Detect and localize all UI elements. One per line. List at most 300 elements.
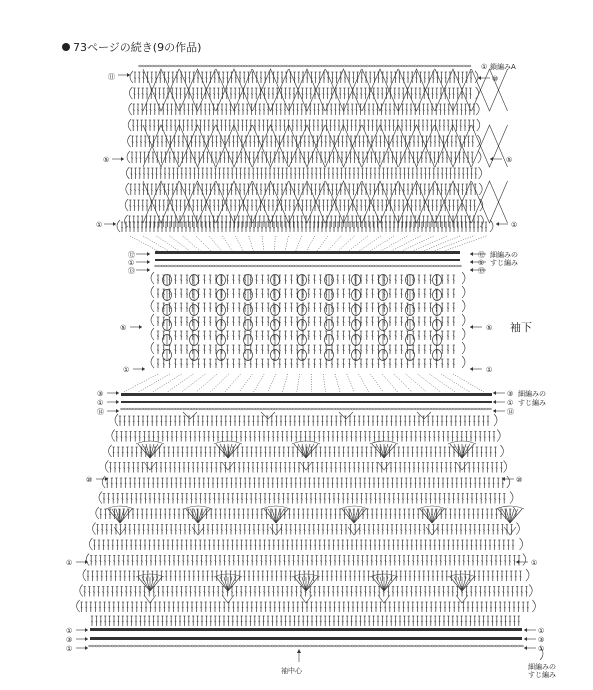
chain-mark — [171, 265, 174, 267]
chain-mark — [449, 65, 452, 67]
transition-line — [297, 374, 300, 392]
chain-mark — [175, 408, 178, 410]
chain-mark — [169, 408, 172, 410]
turning-chain — [126, 167, 129, 179]
transition-line — [167, 374, 193, 392]
chain-mark — [271, 408, 274, 410]
transition-line — [225, 374, 241, 392]
chain-mark — [155, 65, 158, 67]
chain-mark — [351, 408, 354, 410]
chain-mark — [158, 65, 161, 67]
chain-mark — [489, 408, 492, 410]
chain-mark — [286, 265, 289, 267]
transition-line — [370, 236, 394, 251]
chain-mark — [254, 265, 257, 267]
chain-mark — [196, 265, 199, 267]
turning-chain — [462, 272, 465, 284]
chain-mark — [172, 408, 175, 410]
transition-line — [382, 374, 397, 392]
chain-mark — [222, 65, 225, 67]
transition-line — [275, 236, 276, 251]
chain-mark — [267, 65, 270, 67]
chain-mark — [443, 265, 446, 267]
chain-mark — [469, 408, 472, 410]
chain-mark — [364, 408, 367, 410]
chain-mark — [302, 265, 305, 267]
chain-mark — [146, 408, 149, 410]
chain-mark — [431, 408, 434, 410]
chain-mark — [308, 265, 311, 267]
chain-mark — [187, 65, 190, 67]
chain-mark — [373, 408, 376, 410]
chain-mark — [366, 65, 369, 67]
transition-line — [418, 374, 441, 392]
chain-mark — [439, 65, 442, 67]
transition-line — [239, 374, 252, 392]
transition-line — [391, 236, 420, 251]
turning-chain — [117, 220, 120, 232]
chain-mark — [261, 408, 264, 410]
chain-mark — [311, 265, 314, 267]
chain-mark — [289, 65, 292, 67]
chain-mark — [369, 265, 372, 267]
chain-mark — [415, 408, 418, 410]
turning-chain — [462, 286, 465, 298]
chain-mark — [299, 65, 302, 67]
chain-mark — [209, 65, 212, 67]
transition-line — [359, 374, 369, 392]
transition-line — [196, 236, 211, 251]
chain-mark — [231, 265, 234, 267]
chain-mark — [382, 65, 385, 67]
chain-mark — [274, 408, 277, 410]
chain-mark — [180, 265, 183, 267]
chain-mark — [343, 265, 346, 267]
chain-mark — [457, 408, 460, 410]
transition-line — [429, 374, 455, 392]
chain-mark — [427, 265, 430, 267]
chain-mark — [228, 265, 231, 267]
transition-line — [196, 374, 217, 392]
chain-mark — [411, 65, 414, 67]
chain-mark — [124, 408, 127, 410]
chain-mark — [463, 408, 466, 410]
chain-mark — [423, 65, 426, 67]
chain-mark — [319, 408, 322, 410]
chain-mark — [453, 408, 456, 410]
turning-chain — [151, 342, 154, 354]
chain-mark — [252, 408, 255, 410]
chain-mark — [446, 65, 449, 67]
chain-mark — [466, 408, 469, 410]
chain-mark — [308, 65, 311, 67]
chain-mark — [209, 265, 212, 267]
chain-mark — [389, 408, 392, 410]
chain-mark — [283, 265, 286, 267]
chain-mark — [235, 265, 238, 267]
chain-mark — [417, 65, 420, 67]
chain-mark — [340, 65, 343, 67]
chain-mark — [331, 65, 334, 67]
chain-mark — [203, 65, 206, 67]
chain-mark — [258, 408, 261, 410]
chain-mark — [284, 408, 287, 410]
chain-mark — [229, 408, 232, 410]
chain-mark — [434, 408, 437, 410]
chain-mark — [188, 408, 191, 410]
transition-line — [222, 236, 232, 251]
chain-mark — [297, 408, 300, 410]
chain-mark — [375, 65, 378, 67]
chain-mark — [372, 265, 375, 267]
chain-mark — [316, 408, 319, 410]
chain-mark — [439, 265, 442, 267]
turning-chain — [462, 328, 465, 340]
chain-mark — [177, 265, 180, 267]
transition-line — [359, 236, 380, 251]
turning-chain — [477, 119, 480, 131]
chain-mark — [127, 408, 130, 410]
rule-band — [121, 393, 492, 396]
chain-mark — [367, 408, 370, 410]
chain-mark — [327, 65, 330, 67]
turning-chain — [462, 314, 465, 326]
transition-line — [453, 374, 484, 392]
transition-line — [402, 236, 434, 251]
chain-mark — [149, 408, 152, 410]
chain-mark — [171, 65, 174, 67]
turning-chain — [462, 300, 465, 312]
chain-mark — [287, 408, 290, 410]
transition-line — [296, 236, 302, 251]
chain-mark — [235, 65, 238, 67]
chain-mark — [181, 408, 184, 410]
chain-mark — [383, 408, 386, 410]
chain-mark — [290, 408, 293, 410]
chain-mark — [449, 265, 452, 267]
chain-mark — [459, 265, 462, 267]
chain-mark — [244, 265, 247, 267]
chain-mark — [437, 408, 440, 410]
chain-mark — [380, 408, 383, 410]
chain-mark — [353, 65, 356, 67]
chain-mark — [385, 65, 388, 67]
chain-mark — [350, 65, 353, 67]
chain-mark — [161, 65, 164, 67]
chain-mark — [165, 408, 168, 410]
turning-chain — [130, 71, 133, 83]
chain-mark — [350, 265, 353, 267]
turning-chain — [151, 328, 154, 340]
turning-chain — [151, 272, 154, 284]
chain-mark — [313, 408, 316, 410]
chain-mark — [180, 65, 183, 67]
stitch-row — [116, 432, 496, 442]
chain-mark — [193, 65, 196, 67]
chain-mark — [446, 265, 449, 267]
chain-mark — [164, 265, 167, 267]
chain-mark — [239, 408, 242, 410]
chain-mark — [299, 265, 302, 267]
chain-mark — [388, 65, 391, 67]
chain-mark — [260, 65, 263, 67]
chain-mark — [465, 65, 468, 67]
turning-chain — [462, 356, 465, 368]
chain-mark — [377, 408, 380, 410]
chain-mark — [402, 408, 405, 410]
chain-mark — [382, 265, 385, 267]
chain-mark — [324, 265, 327, 267]
chain-mark — [197, 408, 200, 410]
transition-line — [434, 236, 474, 251]
stitch-row — [133, 88, 471, 99]
chain-mark — [193, 265, 196, 267]
stitch-row — [133, 104, 476, 115]
chain-mark — [153, 408, 156, 410]
chain-mark — [338, 408, 341, 410]
chain-mark — [359, 65, 362, 67]
rule-band — [121, 401, 492, 403]
chain-mark — [206, 265, 209, 267]
chain-mark — [347, 265, 350, 267]
chain-mark — [254, 65, 257, 67]
chain-mark — [421, 408, 424, 410]
chain-mark — [162, 408, 165, 410]
chain-mark — [401, 65, 404, 67]
chain-mark — [212, 65, 215, 67]
chain-mark — [353, 265, 356, 267]
chain-mark — [199, 265, 202, 267]
chain-mark — [196, 65, 199, 67]
chain-mark — [238, 265, 241, 267]
chain-mark — [279, 65, 282, 67]
transition-line — [323, 374, 325, 392]
chain-mark — [404, 65, 407, 67]
transition-line — [143, 236, 168, 251]
turning-chain — [128, 119, 131, 131]
chain-mark — [223, 408, 226, 410]
turning-chain — [151, 356, 154, 368]
transition-line — [170, 236, 190, 251]
chain-mark — [203, 265, 206, 267]
chain-mark — [450, 408, 453, 410]
chain-mark — [357, 408, 360, 410]
chain-mark — [430, 65, 433, 67]
chain-mark — [283, 65, 286, 67]
transition-line — [236, 236, 243, 251]
chain-mark — [356, 65, 359, 67]
chain-mark — [305, 265, 308, 267]
chain-mark — [293, 408, 296, 410]
chain-mark — [425, 408, 428, 410]
turning-chain — [127, 151, 130, 163]
chain-mark — [334, 265, 337, 267]
chain-mark — [204, 408, 207, 410]
turning-chain — [478, 151, 481, 163]
chain-mark — [473, 408, 476, 410]
chain-mark — [414, 65, 417, 67]
stitch-row — [128, 216, 479, 227]
chain-mark — [318, 265, 321, 267]
chain-mark — [217, 408, 220, 410]
chain-mark — [238, 65, 241, 67]
turning-chain — [151, 286, 154, 298]
chain-mark — [361, 408, 364, 410]
chain-mark — [289, 265, 292, 267]
transition-line — [282, 374, 287, 392]
chain-mark — [356, 265, 359, 267]
figure-heading-text: 73ページの続き(9の作品) — [73, 41, 202, 54]
chain-mark — [260, 265, 263, 267]
chain-mark — [228, 65, 231, 67]
transition-line — [262, 236, 264, 251]
chain-mark — [295, 65, 298, 67]
chain-mark — [194, 408, 197, 410]
chain-mark — [386, 408, 389, 410]
turning-chain — [462, 342, 465, 354]
chain-mark — [485, 408, 488, 410]
chain-mark — [174, 265, 177, 267]
chain-mark — [270, 65, 273, 67]
chain-mark — [244, 65, 247, 67]
chain-mark — [369, 65, 372, 67]
chain-mark — [417, 265, 420, 267]
chain-row — [121, 408, 492, 410]
chain-mark — [273, 265, 276, 267]
transition-line — [210, 374, 228, 392]
chain-mark — [302, 65, 305, 67]
chain-mark — [436, 65, 439, 67]
chain-mark — [388, 265, 391, 267]
chain-mark — [263, 65, 266, 67]
transition-line — [394, 374, 412, 392]
chain-mark — [178, 408, 181, 410]
chain-mark — [270, 265, 273, 267]
chain-mark — [452, 65, 455, 67]
chain-mark — [405, 408, 408, 410]
chain-mark — [404, 265, 407, 267]
chain-mark — [276, 265, 279, 267]
chain-mark — [236, 408, 239, 410]
chain-mark — [385, 265, 388, 267]
turning-chain — [126, 183, 129, 195]
chain-mark — [251, 65, 254, 67]
chain-mark — [444, 408, 447, 410]
chain-mark — [334, 65, 337, 67]
chain-mark — [164, 65, 167, 67]
chain-mark — [340, 265, 343, 267]
chain-mark — [279, 265, 282, 267]
chain-mark — [257, 65, 260, 67]
stitch-row — [131, 136, 474, 147]
transition-line — [328, 236, 342, 251]
chain-mark — [281, 408, 284, 410]
chain-mark — [177, 65, 180, 67]
chain-mark — [335, 408, 338, 410]
chain-mark — [433, 65, 436, 67]
chain-mark — [407, 265, 410, 267]
turning-chain — [479, 183, 482, 195]
chain-mark — [311, 65, 314, 67]
transition-line — [124, 374, 158, 392]
turning-chain — [490, 220, 493, 232]
chain-mark — [325, 408, 328, 410]
chain-mark — [321, 265, 324, 267]
chain-mark — [306, 408, 309, 410]
chain-mark — [215, 265, 218, 267]
chain-mark — [183, 65, 186, 67]
chain-mark — [460, 408, 463, 410]
chain-mark — [412, 408, 415, 410]
chain-mark — [158, 265, 161, 267]
transition-line — [349, 236, 368, 251]
chain-mark — [155, 265, 158, 267]
transition-line — [254, 374, 265, 392]
chain-mark — [242, 408, 245, 410]
chain-mark — [190, 65, 193, 67]
chain-mark — [428, 408, 431, 410]
transition-line — [183, 236, 201, 251]
turning-chain — [128, 135, 131, 147]
chain-mark — [137, 408, 140, 410]
chain-mark — [375, 265, 378, 267]
chain-mark — [303, 408, 306, 410]
chain-mark — [398, 65, 401, 67]
chain-mark — [286, 65, 289, 67]
chain-mark — [354, 408, 357, 410]
turning-chain — [129, 87, 132, 99]
chain-mark — [145, 65, 148, 67]
turning-chain — [115, 414, 118, 426]
chain-mark — [447, 408, 450, 410]
chain-mark — [430, 265, 433, 267]
chain-mark — [393, 408, 396, 410]
chain-mark — [225, 65, 228, 67]
chain-mark — [185, 408, 188, 410]
chain-mark — [479, 408, 482, 410]
chain-mark — [315, 265, 318, 267]
chain-mark — [140, 408, 143, 410]
chain-mark — [443, 65, 446, 67]
transition-line — [209, 236, 221, 251]
chain-mark — [219, 65, 222, 67]
chain-mark — [226, 408, 229, 410]
chain-mark — [337, 65, 340, 67]
chain-row — [155, 265, 462, 267]
chain-mark — [379, 265, 382, 267]
turning-chain — [494, 414, 497, 426]
chain-mark — [130, 408, 133, 410]
rule-band — [155, 259, 460, 261]
chain-mark — [366, 265, 369, 267]
chain-mark — [462, 65, 465, 67]
transition-line — [182, 374, 206, 392]
chain-mark — [233, 408, 236, 410]
chain-mark — [327, 265, 330, 267]
chain-mark — [341, 408, 344, 410]
chain-mark — [433, 265, 436, 267]
chain-mark — [241, 265, 244, 267]
chain-mark — [292, 265, 295, 267]
turning-chain — [151, 314, 154, 326]
turning-chain — [476, 103, 479, 115]
chain-mark — [398, 265, 401, 267]
chain-mark — [331, 265, 334, 267]
chain-mark — [372, 65, 375, 67]
chain-mark — [277, 408, 280, 410]
chain-mark — [206, 65, 209, 67]
chain-mark — [159, 408, 162, 410]
